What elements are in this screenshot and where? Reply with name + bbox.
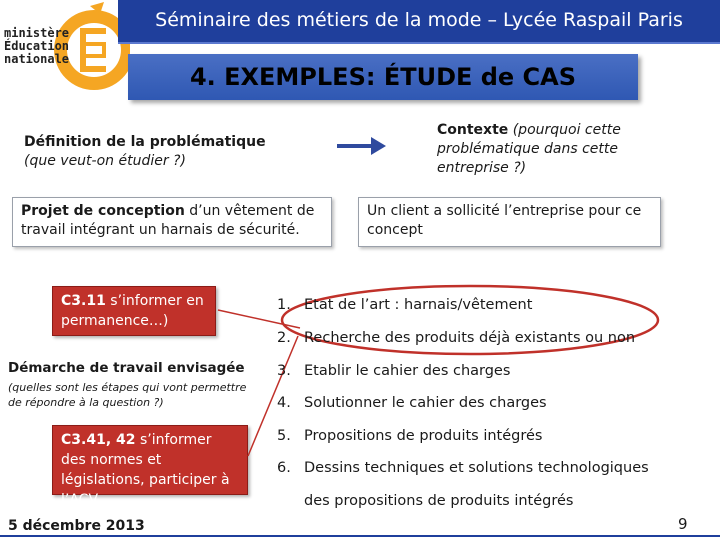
contexte-heading: Contexte: [437, 122, 509, 138]
list-item: 1. Etat de l’art : harnais/vêtement: [277, 297, 533, 313]
list-item-continuation: des propositions de produits intégrés: [304, 493, 574, 509]
definition-subtext: (que veut-on étudier ?): [24, 153, 186, 169]
contexte-subtext: (pourquoi cette problématique dans cette entreprise ?): [437, 122, 621, 176]
list-item: 3. Etablir le cahier des charges: [277, 363, 511, 379]
demarche-heading: Démarche de travail envisagée: [8, 360, 245, 376]
c311-heading: C3.11: [61, 293, 106, 309]
header-banner: Séminaire des métiers de la mode – Lycée Raspail Paris: [118, 0, 720, 44]
footer-rule: [0, 535, 720, 537]
c311-text: s’informer en permanence…): [61, 293, 204, 329]
list-item: 5. Propositions de produits intégrés: [277, 428, 543, 444]
logo-line-2: Éducation: [4, 39, 70, 53]
slide-title: 4. EXEMPLES: ÉTUDE de CAS: [128, 54, 638, 100]
demarche-subtext: (quelles sont les étapes qui vont permettre de répondre à la question ?): [8, 381, 247, 409]
logo-line-3: nationale: [4, 52, 70, 66]
client-text: Un client a sollicité l’entreprise pour ce concept: [367, 203, 642, 238]
definition-heading: Définition de la problématique: [24, 134, 266, 150]
projet-text: d’un vêtement de travail intégrant un harnais de sécurité.: [21, 203, 315, 238]
logo-line-1: ministère: [4, 26, 70, 40]
footer-date: 5 décembre 2013: [8, 518, 145, 534]
list-item: 4. Solutionner le cahier des charges: [277, 395, 547, 411]
page-number: 9: [678, 515, 688, 533]
c341-heading: C3.41, 42: [61, 432, 136, 448]
list-item: 2. Recherche des produits déjà existants ou non: [277, 330, 636, 346]
c341-text: s’informer des normes et législations, participer à l’ACV…: [61, 432, 230, 508]
projet-heading: Projet de conception: [21, 203, 185, 219]
list-item: 6. Dessins techniques et solutions technologiques: [277, 460, 649, 476]
